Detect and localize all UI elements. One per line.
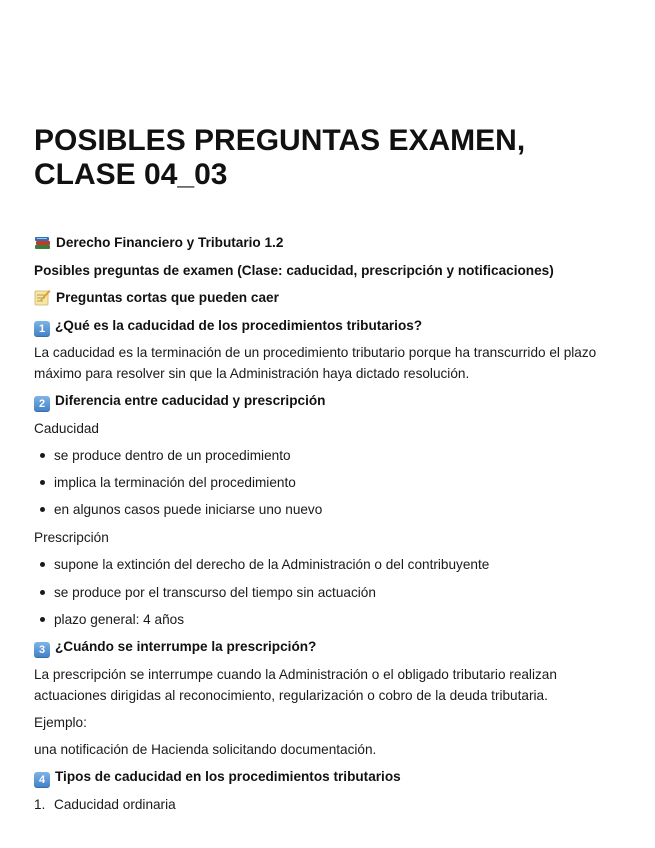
memo-icon	[34, 289, 51, 306]
keycap-1-icon: 1	[34, 321, 50, 337]
caducidad-item-2: implica la terminación del procedimiento	[54, 475, 296, 490]
page-title	[34, 124, 634, 192]
prescripcion-label: Prescripción	[34, 530, 109, 545]
keycap-4-icon: 4	[34, 772, 50, 788]
caducidad-item-1: se produce dentro de un procedimiento	[54, 448, 291, 463]
q2-heading	[34, 391, 325, 412]
books-icon	[34, 234, 51, 251]
q3-heading-text: ¿Cuándo se interrumpe la prescripción?	[55, 639, 317, 654]
bullet-dot	[40, 562, 45, 567]
subtitle: Posibles preguntas de examen (Clase: caducidad, prescripción y notificaciones)	[34, 263, 554, 278]
q3-answer-line-2: actuaciones dirigidas al reconocimiento, regularización o cobro de la deuda tributaria.	[34, 688, 548, 703]
q1-heading	[34, 316, 422, 337]
ordered-item-text: Caducidad ordinaria	[54, 797, 176, 812]
q2-heading-text: Diferencia entre caducidad y prescripción	[55, 393, 326, 408]
q3-example-label: Ejemplo:	[34, 715, 87, 730]
bullet-dot	[40, 590, 45, 595]
caducidad-item-3: en algunos casos puede iniciarse uno nuevo	[54, 502, 323, 517]
keycap-2-icon: 2	[34, 396, 50, 412]
bullet-dot	[40, 507, 45, 512]
q1-heading-text: ¿Qué es la caducidad de los procedimientos tributarios?	[55, 318, 423, 333]
bullet-dot	[40, 480, 45, 485]
prescripcion-item-3: plazo general: 4 años	[54, 612, 184, 627]
q1-answer-line-2: máximo para resolver sin que la Administración haya dictado resolución.	[34, 366, 470, 381]
ordered-item-number: 1.	[34, 797, 46, 812]
title-line-1: POSIBLES PREGUNTAS EXAMEN,	[34, 124, 526, 157]
caducidad-label: Caducidad	[34, 421, 99, 436]
bullet-dot	[40, 453, 45, 458]
prescripcion-item-2: se produce por el transcurso del tiempo sin actuación	[54, 585, 376, 600]
subject-line	[34, 233, 283, 253]
q1-answer-line-1: La caducidad es la terminación de un procedimiento tributario porque ha transcurrido el plazo	[34, 345, 597, 360]
q4-heading-text: Tipos de caducidad en los procedimientos tributarios	[55, 769, 401, 784]
subject-text: Derecho Financiero y Tributario 1.2	[56, 235, 284, 250]
title-line-2: CLASE 04_03	[34, 158, 228, 191]
prescripcion-item-1: supone la extinción del derecho de la Administración o del contribuyente	[54, 557, 490, 572]
bullet-dot	[40, 617, 45, 622]
q3-example-text: una notificación de Hacienda solicitando documentación.	[34, 742, 377, 757]
keycap-3-icon: 3	[34, 642, 50, 658]
q3-answer-line-1: La prescripción se interrumpe cuando la Administración o el obligado tributario realizan	[34, 667, 557, 682]
short-questions-text: Preguntas cortas que pueden caer	[56, 290, 279, 305]
q4-heading	[34, 767, 401, 788]
q3-heading	[34, 637, 316, 658]
short-questions-heading	[34, 288, 279, 308]
